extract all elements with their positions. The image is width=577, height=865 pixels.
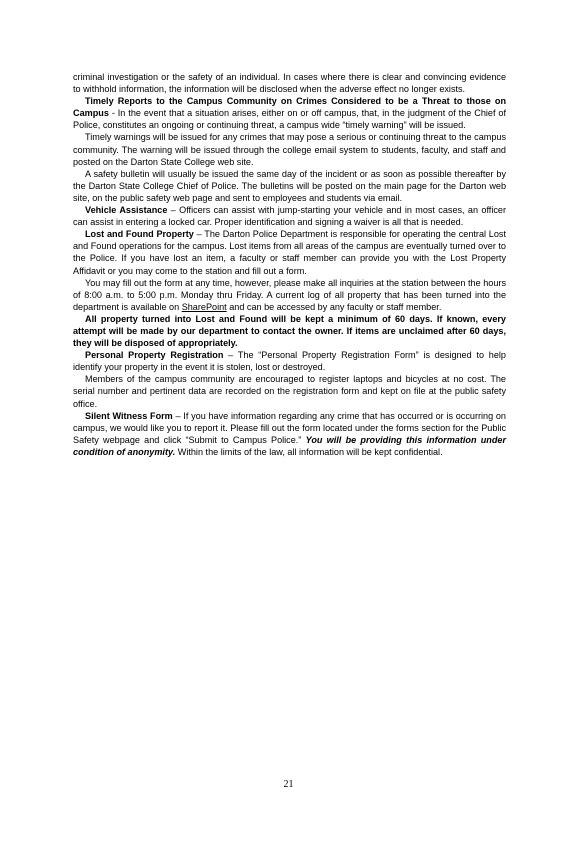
paragraph-text: You may fill out the form at any time, however, please make all inquiries at the station between the hours of 8:00 a.m. to 5:00 p.m. Monday thru Friday. A current log of all property that has been turned into the department is available on	[73, 277, 506, 312]
page-number: 21	[283, 779, 294, 790]
section-heading-property-registration: Personal Property Registration	[85, 350, 224, 361]
paragraph-text: – The Darton Police Department is responsible for operating the central Lost and Found operations for the campus. Lost items from all areas of the campus are eventually turned over to the Police. If you have lost an item, a faculty or staff member can provide you with the Lost Property Affidavit or you may come to the station and fill out a form.	[73, 229, 506, 276]
paragraph-text: – If you have information regarding any crime that has occurred or is occurring on campus, we would like you to report it. Please fill out the form located under the forms section for the Public Safety webpage and click “Submit to Campus Police.”	[73, 410, 506, 445]
bold-notice: All property turned into Lost and Found will be kept a minimum of 60 days. If known, every attempt will be made by our department to contact the owner. If items are unclaimed after 60 days, they will be disposed of appropriately.	[73, 313, 506, 349]
paragraph-text: and can be accessed by any faculty or staff member.	[226, 301, 442, 312]
paragraph-text: A safety bulletin will usually be issued the same day of the incident or as soon as possible thereafter by the Darton State College Chief of Police. The bulletins will be posted on the main page for the Darton web site, on the public safety web page and sent to employees and students via email.	[73, 168, 506, 203]
paragraph-retention-notice	[73, 313, 506, 349]
sharepoint-link[interactable]: SharePoint	[181, 301, 227, 312]
paragraph-text: Timely warnings will be issued for any crimes that may pose a serious or continuing threat to the campus community. The warning will be issued through the college email system to students, faculty, and staff and posted on the Darton State College web site.	[73, 132, 506, 167]
section-heading-silent-witness: Silent Witness Form	[85, 410, 173, 421]
paragraph-text: – The “Personal Property Registration Form” is designed to help identify your property in the event it is stolen, lost or destroyed.	[73, 350, 506, 373]
paragraph-silent-witness	[73, 410, 506, 458]
section-heading-lost-and-found: Lost and Found Property	[85, 229, 194, 240]
paragraph-text: Within the limits of the law, all information will be kept confidential.	[175, 446, 443, 457]
paragraph-text: Members of the campus community are encouraged to register laptops and bicycles at no cost. The serial number and pertinent data are recorded on the registration form and kept on file at the public safety office.	[73, 374, 506, 409]
paragraph-timely-reports	[73, 95, 506, 131]
paragraph-text: – Officers can assist with jump-starting your vehicle and in most cases, an officer can assist in entering a locked car. Proper identification and signing a waiver is all that is needed.	[73, 205, 506, 228]
paragraph-safety-bulletin	[73, 168, 506, 204]
section-heading-timely-reports: Timely Reports to the Campus Community on Crimes Considered to be a Threat to those on Campus	[73, 96, 506, 119]
paragraph-text: - In the event that a situation arises, either on or off campus, that, in the judgment of the Chief of Police, constitutes an ongoing or continuing threat, a campus wide “timely warning” will be issued.	[73, 108, 506, 131]
paragraph-lost-and-found	[73, 228, 506, 276]
paragraph-timely-warnings	[73, 131, 506, 167]
paragraph-vehicle-assistance	[73, 204, 506, 228]
paragraph-text: criminal investigation or the safety of an individual. In cases where there is clear and convincing evidence to withhold information, the information will be disclosed when the adverse effect no longer exists.	[73, 72, 506, 95]
anonymity-notice: You will be providing this information under condition of anonymity.	[73, 434, 507, 457]
paragraph-inquiries	[73, 277, 506, 313]
paragraph-confidentiality	[73, 71, 506, 95]
paragraph-registration-encouraged	[73, 373, 506, 409]
paragraph-property-registration	[73, 349, 506, 373]
body-text	[73, 71, 506, 458]
section-heading-vehicle-assistance: Vehicle Assistance	[85, 205, 168, 216]
